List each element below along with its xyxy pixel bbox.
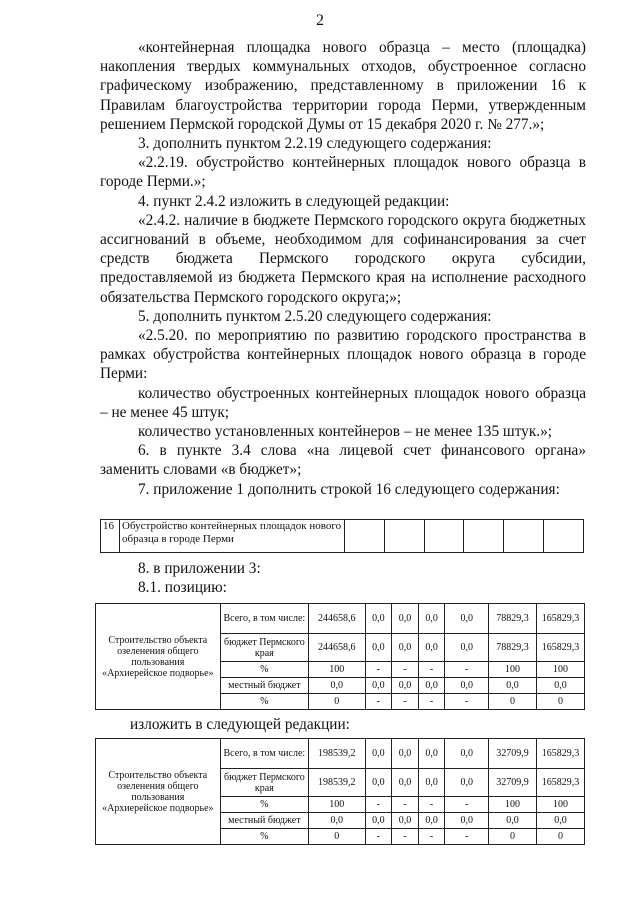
old-object-name: Строительство объекта озеленения общего пользования «Архиерейское подворье» — [96, 604, 221, 710]
new-cell: 0 — [489, 829, 537, 845]
old-cell: - — [392, 694, 419, 710]
new-cell: 0,0 — [365, 769, 392, 797]
new-cell: - — [418, 829, 445, 845]
old-cell: - — [392, 662, 419, 678]
old-cell: 0,0 — [309, 678, 365, 694]
new-cell: 0,0 — [418, 813, 445, 829]
new-cell: - — [445, 797, 489, 813]
row16-empty-cell — [464, 520, 504, 553]
new-cell: 0,0 — [418, 769, 445, 797]
old-cell: 0,0 — [365, 678, 392, 694]
new-cell: 0,0 — [392, 739, 419, 769]
label-appendix3: 8. в приложении 3: — [138, 560, 261, 577]
new-row-label: Всего, в том числе: — [220, 739, 308, 769]
new-cell: - — [365, 829, 392, 845]
new-cell: - — [418, 797, 445, 813]
old-cell: 0,0 — [392, 634, 419, 662]
body-text — [100, 38, 586, 499]
old-cell: 0,0 — [537, 678, 585, 694]
new-cell: 0,0 — [445, 739, 489, 769]
paragraph-definition: «контейнерная площадка нового образца – место (площадка) накопления твердых коммунальных отходов, обустроенное согласно графическому изображению, представленному в приложении 16 к Правилам благоустройства территории города Перми, утвержденным решением Пермской городской Думы от 15 декабря 2020 г. № 277.»; — [100, 39, 586, 133]
old-row-label: Всего, в том числе: — [220, 604, 308, 634]
old-cell: - — [445, 694, 489, 710]
new-cell: 0,0 — [309, 813, 365, 829]
old-cell: 0,0 — [365, 634, 392, 662]
old-cell: 0 — [489, 694, 537, 710]
new-cell: 0,0 — [445, 813, 489, 829]
new-cell: 0 — [309, 829, 365, 845]
new-cell: 165829,3 — [537, 769, 585, 797]
paragraph-item-3: 3. дополнить пунктом 2.2.19 следующего содержания: — [138, 135, 492, 153]
new-cell: 0,0 — [537, 813, 585, 829]
new-cell: 198539,2 — [309, 769, 365, 797]
old-cell: 0,0 — [418, 678, 445, 694]
old-cell: 100 — [309, 662, 365, 678]
old-cell: 0,0 — [392, 604, 419, 634]
position-table-old — [95, 603, 585, 710]
old-cell: 0 — [309, 694, 365, 710]
label-position: 8.1. позицию: — [138, 579, 227, 596]
new-cell: - — [365, 797, 392, 813]
new-cell: 0 — [537, 829, 585, 845]
row16-empty-cell — [384, 520, 424, 553]
old-cell: 0,0 — [445, 634, 489, 662]
new-cell: 0,0 — [418, 739, 445, 769]
new-cell: - — [445, 829, 489, 845]
old-cell: - — [418, 662, 445, 678]
old-cell: 0,0 — [392, 678, 419, 694]
new-cell: 100 — [537, 797, 585, 813]
paragraph-2-5-20: «2.5.20. по мероприятию по развитию городского пространства в рамках обустройства контейнерных площадок нового образца в городе Перми: — [100, 327, 586, 383]
old-row-label: % — [220, 694, 308, 710]
old-cell: 78829,3 — [489, 604, 537, 634]
row16-empty-cell — [424, 520, 464, 553]
new-cell: 0,0 — [445, 769, 489, 797]
old-cell: 0,0 — [445, 604, 489, 634]
page-number: 2 — [316, 12, 324, 29]
old-row-label: бюджет Пермского края — [220, 634, 308, 662]
old-cell: - — [365, 694, 392, 710]
old-cell: 0,0 — [489, 678, 537, 694]
paragraph-item-4: 4. пункт 2.4.2 изложить в следующей редакции: — [138, 192, 450, 210]
new-cell: - — [392, 829, 419, 845]
row16-empty-cell — [504, 520, 544, 553]
new-row-label: % — [220, 797, 308, 813]
old-cell: 0,0 — [365, 604, 392, 634]
paragraph-2-4-2: «2.4.2. наличие в бюджете Пермского городского округа бюджетных ассигнований в объеме, необходимом для софинансирования за счет средств бюджета Пермского городского округа субсидии, предоставляемой из бюджета Пермского края на исполнение расходного обязательства Пермского городского округа;»; — [100, 211, 586, 306]
new-cell: 198539,2 — [309, 739, 365, 769]
paragraph-platforms-count: количество обустроенных контейнерных площадок нового образца – не менее 45 штук; — [100, 384, 586, 421]
new-cell: 0,0 — [392, 813, 419, 829]
new-cell: 32709,9 — [489, 739, 537, 769]
old-cell: 78829,3 — [489, 634, 537, 662]
old-cell: 244658,6 — [309, 604, 365, 634]
old-cell: - — [445, 662, 489, 678]
new-row-label: % — [220, 829, 308, 845]
old-cell: 165829,3 — [537, 634, 585, 662]
old-cell: - — [418, 694, 445, 710]
new-cell: 165829,3 — [537, 739, 585, 769]
old-cell: 100 — [489, 662, 537, 678]
new-cell: 0,0 — [365, 813, 392, 829]
appendix1-row16-table — [100, 519, 584, 553]
old-cell: 165829,3 — [537, 604, 585, 634]
row16-empty-cell — [345, 520, 385, 553]
old-row-label: % — [220, 662, 308, 678]
old-cell: 0 — [537, 694, 585, 710]
paragraph-2-2-19: «2.2.19. обустройство контейнерных площадок нового образца в городе Перми.»; — [100, 154, 586, 191]
position-table-new — [95, 738, 585, 845]
new-cell: 0,0 — [489, 813, 537, 829]
new-cell: 32709,9 — [489, 769, 537, 797]
old-row-label: местный бюджет — [220, 678, 308, 694]
paragraph-item-7: 7. приложение 1 дополнить строкой 16 следующего содержания: — [138, 480, 560, 498]
new-row-label: местный бюджет — [220, 813, 308, 829]
new-cell: 0,0 — [365, 739, 392, 769]
old-cell: 244658,6 — [309, 634, 365, 662]
old-cell: 100 — [537, 662, 585, 678]
paragraph-containers-count: количество установленных контейнеров – не менее 135 штук.»; — [138, 423, 552, 441]
new-cell: 100 — [309, 797, 365, 813]
old-cell: 0,0 — [418, 604, 445, 634]
row16-description: Обустройство контейнерных площадок нового образца в городе Перми — [120, 520, 345, 553]
new-cell: 100 — [489, 797, 537, 813]
row16-number: 16 — [101, 520, 120, 553]
new-object-name: Строительство объекта озеленения общего пользования «Архиерейское подворье» — [96, 739, 221, 845]
old-cell: 0,0 — [445, 678, 489, 694]
row16-empty-cell — [544, 520, 584, 553]
old-cell: 0,0 — [418, 634, 445, 662]
label-new-edition: изложить в следующей редакции: — [130, 716, 350, 733]
new-row-label: бюджет Пермского края — [220, 769, 308, 797]
paragraph-item-6: 6. в пункте 3.4 слова «на лицевой счет финансового органа» заменить словами «в бюджет»; — [100, 442, 586, 479]
old-cell: - — [365, 662, 392, 678]
paragraph-item-5: 5. дополнить пунктом 2.5.20 следующего содержания: — [138, 307, 492, 325]
new-cell: - — [392, 797, 419, 813]
new-cell: 0,0 — [392, 769, 419, 797]
